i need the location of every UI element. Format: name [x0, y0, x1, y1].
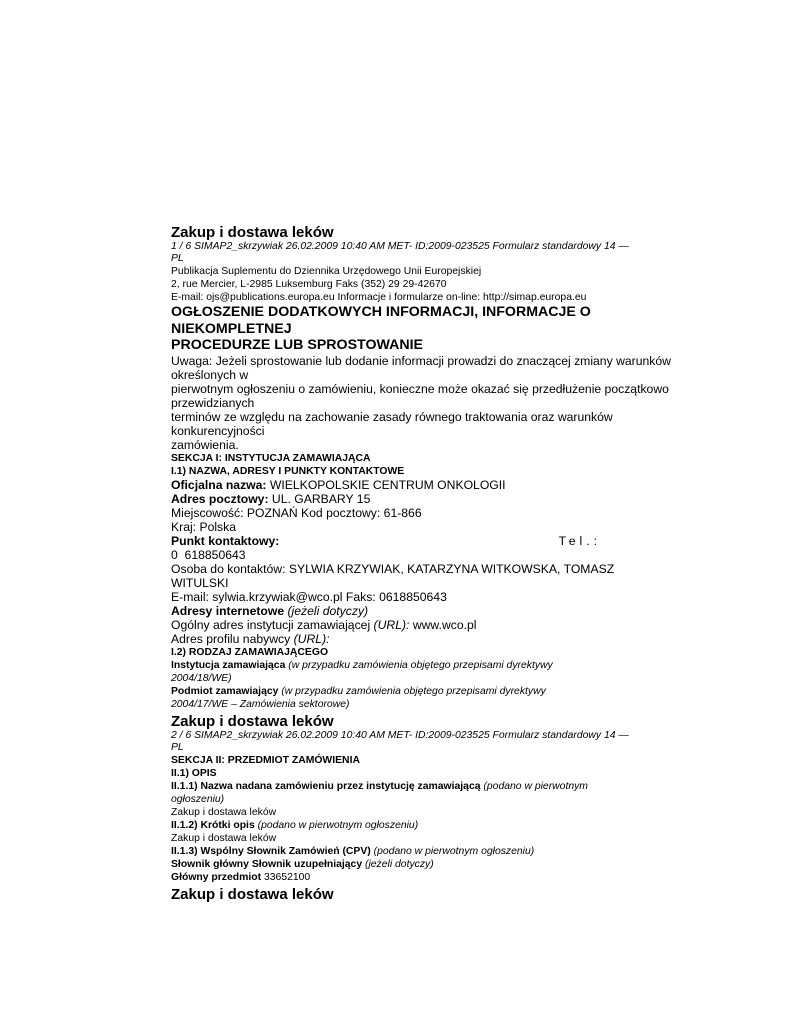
contracting-entity-note-2: 2004/17/WE – Zamówienia sektorowe): [171, 698, 350, 710]
contracting-entity-row: [171, 685, 671, 698]
note-line: terminów ze względu na zachowanie zasady równego traktowania oraz warunków: [171, 409, 613, 424]
official-name-label: Oficjalna nazwa:: [171, 477, 267, 492]
contact-point-label: Punkt kontaktowy:: [171, 533, 280, 548]
contracting-authority-note: (w przypadku zamówienia objętego przepisami dyrektywy: [288, 659, 553, 671]
document-title: Zakup i dostawa leków: [171, 224, 334, 241]
notice-heading-3: PROCEDURZE LUB SPROSTOWANIE: [171, 337, 423, 353]
section-1-heading: SEKCJA I: INSTYTUCJA ZAMAWIAJĄCA: [171, 452, 371, 464]
general-address-row: [171, 618, 671, 632]
section-2-1-2-row: [171, 819, 671, 832]
page-header-2-lang: PL: [171, 741, 184, 753]
contact-point-row: [171, 534, 671, 548]
main-object-value: 33652100: [263, 871, 311, 883]
dictionary-label: Słownik główny Słownik uzupełniający: [171, 858, 363, 870]
document-page: [171, 222, 671, 903]
page-header-1: 1 / 6 SIMAP2_skrzywiak 26.02.2009 10:40 AM MET- ID:2009-023525 Formularz standardowy 14 —: [171, 241, 629, 252]
contracting-entity-label: Podmiot zamawiający: [171, 685, 279, 697]
page-header-1-lang: PL: [171, 253, 184, 264]
contracting-authority-label: Instytucja zamawiająca: [171, 659, 286, 671]
internet-addresses-label: Adresy internetowe: [171, 603, 285, 618]
publication-line-1: Publikacja Suplementu do Dziennika Urzędowego Unii Europejskiej: [171, 266, 482, 277]
section-2-1-1-label: II.1.1) Nazwa nadana zamówieniu przez instytucję zamawiającą: [171, 780, 481, 792]
general-address-value: www.wco.pl: [412, 617, 477, 632]
section-2-1-1-value: Zakup i dostawa leków: [171, 806, 277, 818]
contracting-authority-row: [171, 659, 671, 672]
general-address-url-label: (URL):: [373, 617, 410, 632]
section-2-1-3-label: II.1.3) Wspólny Słownik Zamówień (CPV): [171, 845, 371, 857]
publication-line-3: E-mail: ojs@publications.europa.eu Informacje i formularze on-line: http://simap.europa.eu: [171, 292, 587, 303]
contracting-authority-note-2: 2004/18/WE): [171, 672, 232, 684]
city-row: Miejscowość: POZNAŃ Kod pocztowy: 61-866: [171, 505, 422, 520]
notice-heading-2: NIEKOMPLETNEJ: [171, 320, 292, 337]
main-object-label: Główny przedmiot: [171, 871, 262, 883]
section-2-1-1-note-2: ogłoszeniu): [171, 793, 225, 805]
section-2-heading: SEKCJA II: PRZEDMIOT ZAMÓWIENIA: [171, 754, 360, 766]
note-line: konkurencyjności: [171, 423, 265, 438]
email-row: E-mail: sylwia.krzywiak@wco.pl Faks: 0618850643: [171, 589, 447, 604]
section-1-1-heading: I.1) NAZWA, ADRESY I PUNKTY KONTAKTOWE: [171, 465, 405, 477]
official-name-value: WIELKOPOLSKIE CENTRUM ONKOLOGII: [269, 477, 506, 492]
note-line: Uwaga: Jeżeli sprostowanie lub dodanie informacji prowadzi do znaczącej zmiany warunków: [171, 353, 671, 368]
notice-heading-1: OGŁOSZENIE DODATKOWYCH INFORMACJI, INFORMACJE O: [171, 304, 591, 320]
page-header-2: 2 / 6 SIMAP2_skrzywiak 26.02.2009 10:40 AM MET- ID:2009-023525 Formularz standardowy 14 —: [171, 729, 629, 741]
official-name-row: [171, 478, 671, 492]
dictionary-row: [171, 858, 671, 871]
note-line: pierwotnym ogłoszeniu o zamówieniu, konieczne może okazać się przedłużenie początkowo: [171, 381, 669, 396]
section-2-1-2-value: Zakup i dostawa leków: [171, 832, 277, 844]
buyer-profile-label: Adres profilu nabywcy: [171, 631, 291, 646]
contact-person-line: WITULSKI: [171, 575, 229, 590]
section-1-2-heading: I.2) RODZAJ ZAMAWIAJĄCEGO: [171, 646, 329, 658]
section-2-1-3-note: (podano w pierwotnym ogłoszeniu): [373, 845, 535, 857]
publication-line-2: 2, rue Mercier, L-2985 Luksemburg Faks (352) 29 29-42670: [171, 279, 447, 290]
note-line: określonych w: [171, 367, 249, 382]
postal-address-row: [171, 492, 671, 506]
document-title-repeat: Zakup i dostawa leków: [171, 712, 334, 730]
section-2-1-2-label: II.1.2) Krótki opis: [171, 819, 255, 831]
dictionary-note: (jeżeli dotyczy): [365, 858, 434, 870]
contact-person-line: Osoba do kontaktów: SYLWIA KRZYWIAK, KATARZYNA WITKOWSKA, TOMASZ: [171, 561, 615, 576]
internet-addresses-note: (jeżeli dotyczy): [287, 603, 369, 618]
main-object-row: [171, 871, 671, 884]
internet-addresses-row: [171, 604, 671, 618]
tel-label: Tel.:: [558, 533, 601, 548]
contracting-entity-note: (w przypadku zamówienia objętego przepisami dyrektywy: [281, 685, 546, 697]
buyer-profile-url-label: (URL):: [293, 631, 330, 646]
document-title-repeat: Zakup i dostawa leków: [171, 885, 334, 903]
section-2-1-2-note: (podano w pierwotnym ogłoszeniu): [257, 819, 419, 831]
section-2-1-heading: II.1) OPIS: [171, 767, 217, 779]
general-address-label: Ogólny adres instytucji zamawiającej: [171, 617, 371, 632]
buyer-profile-row: [171, 632, 671, 646]
country-row: Kraj: Polska: [171, 519, 237, 534]
tel-value: 0 618850643: [171, 547, 246, 562]
note-line: przewidzianych: [171, 395, 255, 410]
postal-address-label: Adres pocztowy:: [171, 491, 269, 506]
section-2-1-1-row: [171, 780, 671, 793]
postal-address-value: UL. GARBARY 15: [271, 491, 371, 506]
section-2-1-1-note: (podano w pierwotnym: [483, 780, 588, 792]
section-2-1-3-row: [171, 845, 671, 858]
note-line: zamówienia.: [171, 437, 239, 452]
